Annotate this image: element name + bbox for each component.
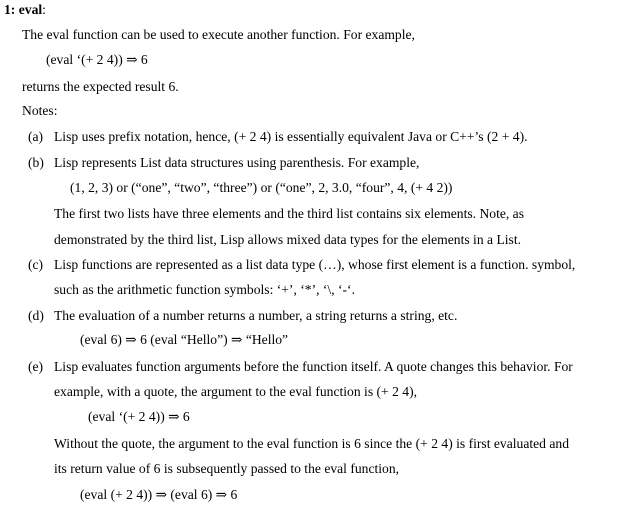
- intro-example: (eval ‘(+ 2 4)) ⇒ 6: [46, 52, 148, 67]
- section-term: eval: [18, 2, 43, 17]
- note-c-line-1: Lisp functions are represented as a list data type (…), whose first element is a function. symbol,: [54, 257, 576, 272]
- note-d-label: (d): [28, 308, 44, 323]
- note-e-example-2: (eval (+ 2 4)) ⇒ (eval 6) ⇒ 6: [80, 487, 238, 502]
- note-a-line-1: Lisp uses prefix notation, hence, (+ 2 4) is essentially equivalent Java or C++’s (2 + 4).: [54, 129, 528, 144]
- note-e-line-4: its return value of 6 is subsequently passed to the eval function,: [54, 461, 400, 476]
- note-e-line-3: Without the quote, the argument to the eval function is 6 since the (+ 2 4) is first evaluated and: [54, 436, 569, 451]
- notes-label: Notes:: [22, 103, 58, 118]
- note-e-line-2: example, with a quote, the argument to the eval function is (+ 2 4),: [54, 384, 418, 399]
- note-e-example-1: (eval ‘(+ 2 4)) ⇒ 6: [88, 409, 190, 424]
- section-heading: [4, 2, 46, 18]
- note-d-example: (eval 6) ⇒ 6 (eval “Hello”) ⇒ “Hello”: [80, 332, 289, 347]
- note-b-example: (1, 2, 3) or (“one”, “two”, “three”) or (“one”, 2, 3.0, “four”, 4, (+ 4 2)): [70, 180, 453, 195]
- note-e-line-1: Lisp evaluates function arguments before the function itself. A quote changes this behavior. For: [54, 359, 573, 374]
- note-b-label: (b): [28, 155, 44, 170]
- note-d-line-1: The evaluation of a number returns a number, a string returns a string, etc.: [54, 308, 458, 323]
- section-colon: :: [42, 2, 46, 17]
- note-c-line-2: such as the arithmetic function symbols: ‘+’, ‘*’, ‘\, ‘-‘.: [54, 282, 355, 297]
- note-e-label: (e): [28, 359, 44, 374]
- note-b-line-1: Lisp represents List data structures using parenthesis. For example,: [54, 155, 420, 170]
- section-number: 1:: [4, 2, 16, 17]
- note-a-label: (a): [28, 129, 44, 144]
- intro-line-1: The eval function can be used to execute another function. For example,: [22, 27, 415, 42]
- note-c-label: (c): [28, 257, 44, 272]
- note-b-line-3: demonstrated by the third list, Lisp allows mixed data types for the elements in a List.: [54, 232, 521, 247]
- intro-line-2: returns the expected result 6.: [22, 79, 179, 94]
- note-b-line-2: The first two lists have three elements and the third list contains six elements. Note, as: [54, 206, 525, 221]
